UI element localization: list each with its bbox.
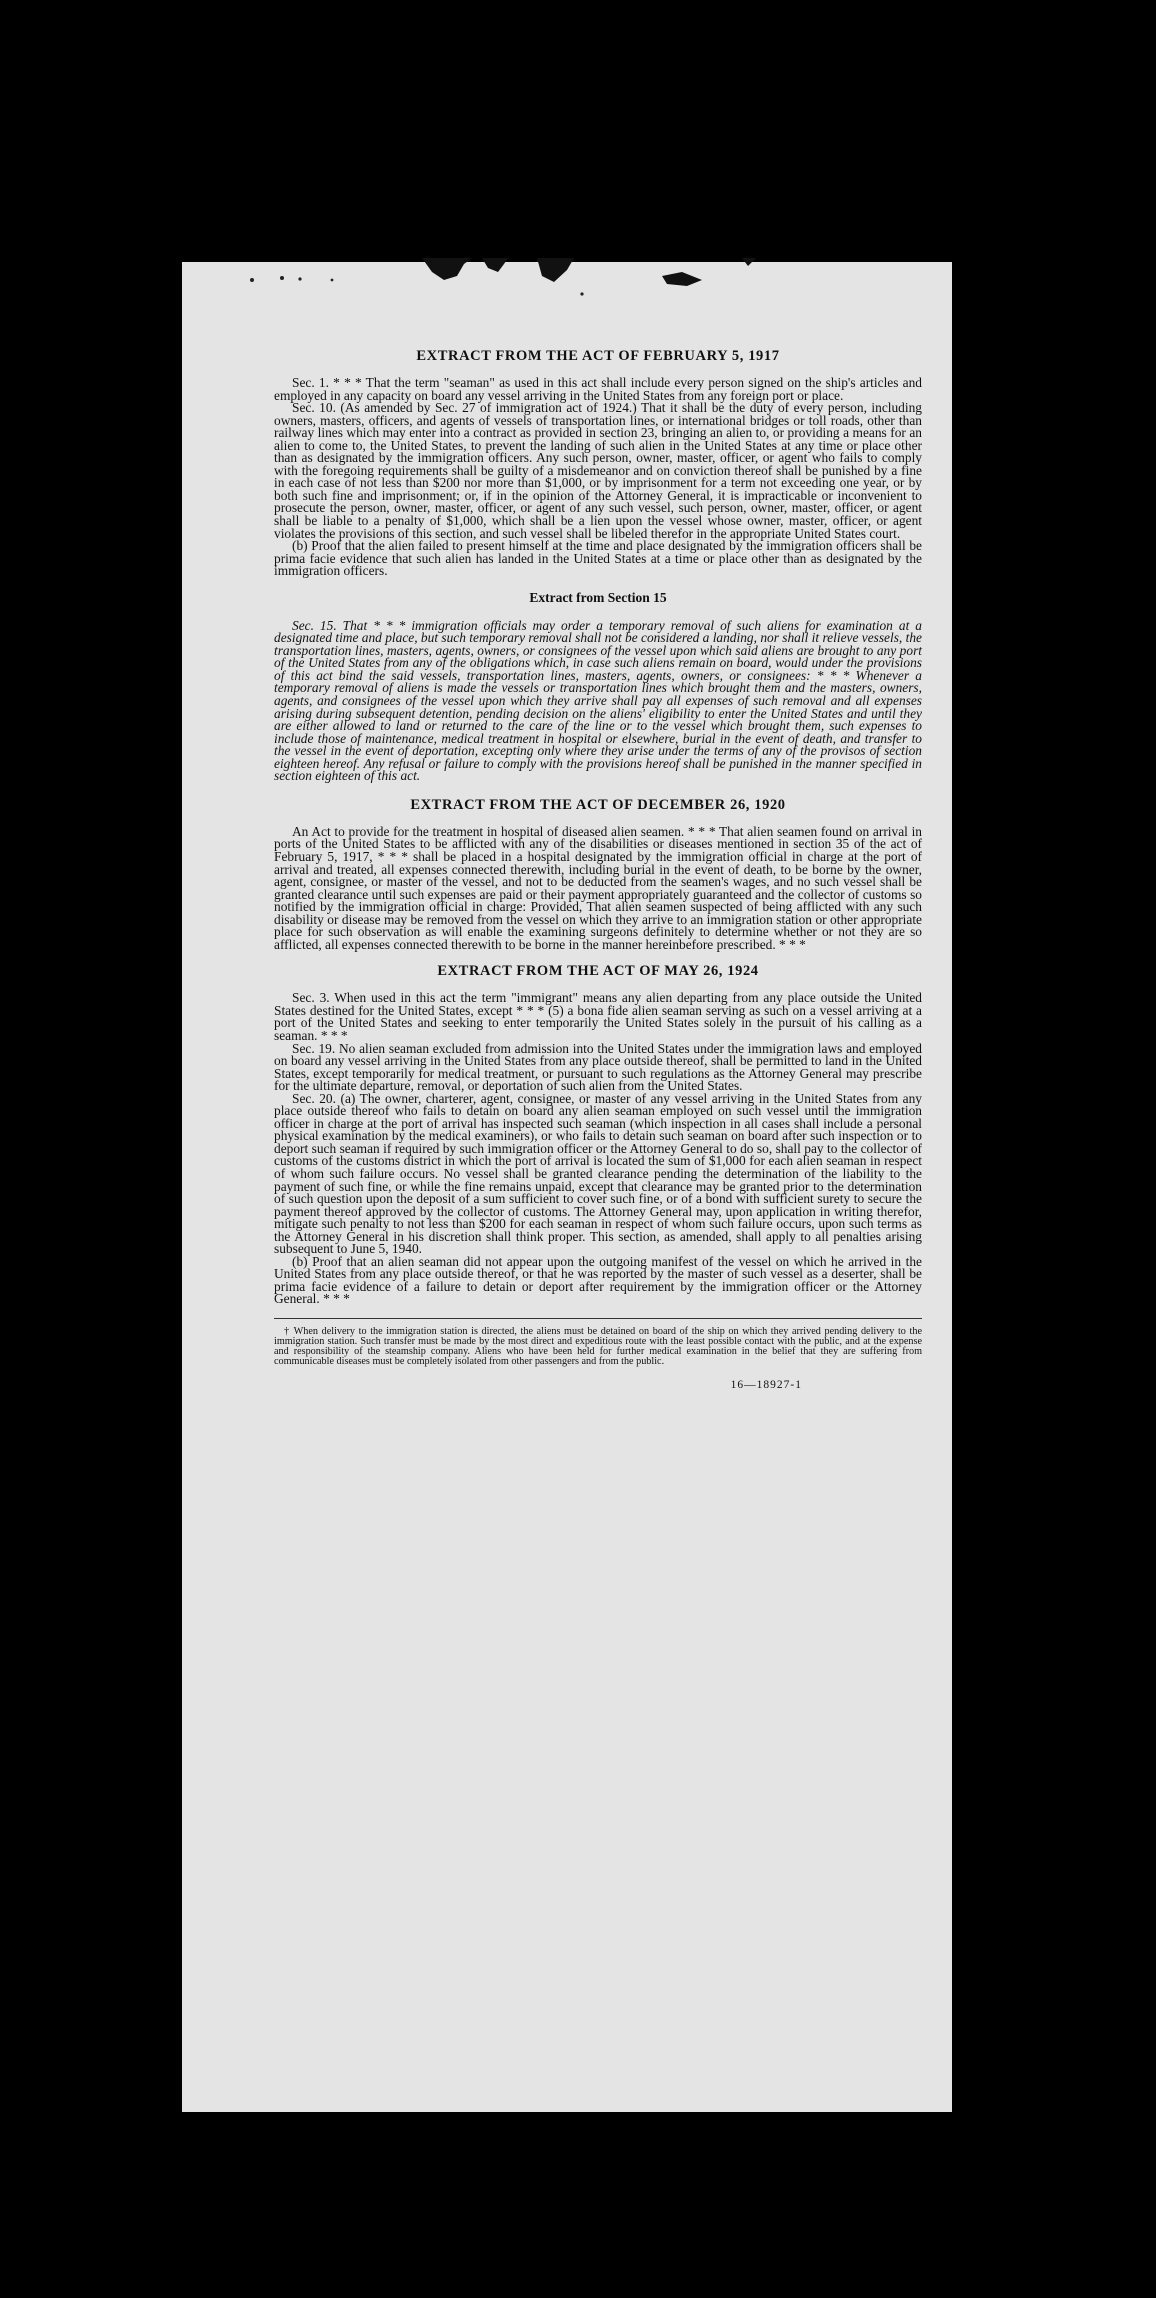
sec-20-text: Sec. 20. (a) The owner, charterer, agent, consignee, or master of any vessel arriving in the United States from any place outside thereof who fails to detain on board any alien seaman employed on such vessel until the immigration officer in charge at the port of arrival has inspected such seaman (which inspection in all cases shall include a personal physical examination by the medical examiners), or who fails to detain such seaman on board after such inspection or to deport such seaman if required by such immigration officer or the Attorney General to do so, shall pay to the collector of customs of the customs district in which the port of arrival is located the sum of $1,000 for each alien seaman in respect of whom such failure occurs. No vessel shall be granted clearance pending the determination of the liability to the payment of such fine, or while the fine remains unpaid, except that clearance may be granted prior to the determination of such question upon the deposit of a sum sufficient to cover such fine, or of a bond with sufficient surety to secure the payment thereof approved by the collector of customs. The Attorney General may, upon application in writing therefor, mitigate such penalty to not less than $200 for each seaman in respect of whom such failure occurs, upon such terms as the Attorney General in his discretion shall think proper. This section, as amended, shall apply to all penalties arising subsequent to June 5, 1940. [274, 1090, 922, 1257]
heading-act-1917: EXTRACT FROM THE ACT OF FEBRUARY 5, 1917 [416, 348, 780, 364]
section-1920 [274, 823, 922, 952]
torn-edge-decoration [182, 258, 952, 298]
sec-20b-text: (b) Proof that an alien seaman did not appear upon the outgoing manifest of the vessel on which he arrived in the United States from any place outside thereof, or that he was reported by the master of such vessel as a deserter, shall be prima facie evidence of a failure to detain or deport after requirement by the immigration officer or the Attorney General. * * * [274, 1253, 922, 1307]
footnote-text: † When delivery to the immigration station is directed, the aliens must be detained on board of the ship on which they arrived pending delivery to the immigration station. Such transfer must be made by the most direct and expeditious route with the least possible contact with the public, and at the expense and responsibility of the steamship company. Aliens who have been held for further medical examination in the belief that they are suffering from communicable diseases must be completely isolated from other passengers and from the public. [274, 1326, 922, 1368]
act-1920-text: An Act to provide for the treatment in hospital of diseased alien seamen. * * * That alien seamen found on arrival in ports of the United States to be afflicted with any of the disabilities or diseases mentioned in section 35 of the act of February 5, 1917, * * * shall be placed in a hospital designated by the immigration official in charge at the port of arrival and treated, all expenses connected therewith, including burial in the event of death, to be borne by the owner, agent, consignee, or master of the vessel, and not to be deducted from the seamen's wages, and no such vessel shall be granted clearance until such expenses are paid or their payment appropriately guaranteed and the collector of customs so notified by the immigration official in charge: Provided, That alien seamen suspected of being afflicted with any such disability or disease may be removed from the vessel on which they arrive to an immigration station or other appropriate place for such observation as will enable the examining surgeons definitely to determine whether or not they are so afflicted, all expenses connected therewith to be borne in the manner hereinbefore prescribed. * * * [274, 823, 922, 952]
footnote-divider [274, 1318, 922, 1319]
sec-3-text: Sec. 3. When used in this act the term "immigrant" means any alien departing from any place outside the United States destined for the United States, except * * * (5) a bona fide alien seaman serving as such on a vessel arriving at a port of the United States and seeking to enter temporarily the United States solely in the pursuit of his calling as a seaman. * * * [274, 990, 922, 1043]
heading-act-1924: EXTRACT FROM THE ACT OF MAY 26, 1924 [437, 963, 759, 980]
heading-act-1920: EXTRACT FROM THE ACT OF DECEMBER 26, 1920 [410, 796, 786, 813]
section-1924 [274, 992, 922, 1306]
sec-10b-text: (b) Proof that the alien failed to present himself at the time and place designated by the immigration officers shall be prima facie evidence that such alien has landed in the United States at a time or place other than as designated by the immigration officers. [274, 538, 922, 579]
sec-19-text: Sec. 19. No alien seaman excluded from admission into the United States under the immigration laws and employed on board any vessel arriving in the United States from any place outside thereof, shall be permitted to land in the United States, except temporarily for medical treatment, or pursuant to such regulations as the Attorney General may prescribe for the ultimate departure, removal, or deportation of such alien from the United States. [274, 1040, 922, 1094]
sec-1-text: Sec. 1. * * * That the term "seaman" as used in this act shall include every person signed on the ship's articles and employed in any capacity on board any vessel arriving in the United States from any foreign port or place. [274, 375, 922, 403]
sec-10-text: Sec. 10. (As amended by Sec. 27 of immigration act of 1924.) That it shall be the duty of every person, including owners, masters, officers, and agents of vessels of transportation lines, or international bridges or toll roads, other than railway lines which may enter into a contract as provided in section 23, bringing an alien to, or providing a means for an alien to come to, the United States, to prevent the landing of such alien in the United States at any time or place other than as designated by the immigration officers. Any such person, owner, master, officer, or agent who fails to comply with the foregoing requirements shall be guilty of a misdemeanor and on conviction thereof shall be punished by a fine in each case of not less than $200 nor more than $1,000, or by imprisonment for a term not exceeding one year, or by both such fine and imprisonment; or, if in the opinion of the Attorney General, it is impracticable or inconvenient to prosecute the person, owner, master, officer, or agent of any such vessel, such person, owner, master, officer, or agent shall be liable to a penalty of $1,000, which shall be a lien upon the vessel whose owner, master, officer, or agent violates the provisions of this section, and such vessel shall be libeled therefor in the appropriate United States court. [274, 400, 922, 541]
section-1917 [274, 377, 922, 578]
document-page [182, 258, 952, 2112]
subheading-section-15: Extract from Section 15 [529, 589, 667, 605]
form-code: 16—18927-1 [730, 1379, 802, 1392]
sec-15-text: Sec. 15. That * * * immigration officials may order a temporary removal of such aliens for examination at a designated time and place, but such temporary removal shall not be considered a landing, nor shall it relieve vessels, the transportation lines, masters, agents, owners, or consignees of the vessel upon which said aliens are brought to any port of the United States from any of the obligations which, in case such aliens remain on board, would under the provisions of this act bind the said vessels, transportation lines, masters, agents, owners, or consignees: * * * Whenever a temporary removal of aliens is made the vessels or transportation lines which brought them and the masters, owners, agents, and consignees of the vessel upon which they arrive shall pay all expenses of such removal and all expenses arising during subsequent detention, pending decision on the aliens' eligibility to enter the United States and until they are either allowed to land or returned to the care of the line or to the vessel which brought them, such expenses to include those of maintenance, medical treatment in hospital or elsewhere, burial in the event of death, and transfer to the vessel in the event of deportation, excepting only where they arise under the terms of any of the provisos of section eighteen hereof. Any refusal or failure to comply with the provisions hereof shall be punished in the manner specified in section eighteen of this act. [274, 617, 922, 784]
